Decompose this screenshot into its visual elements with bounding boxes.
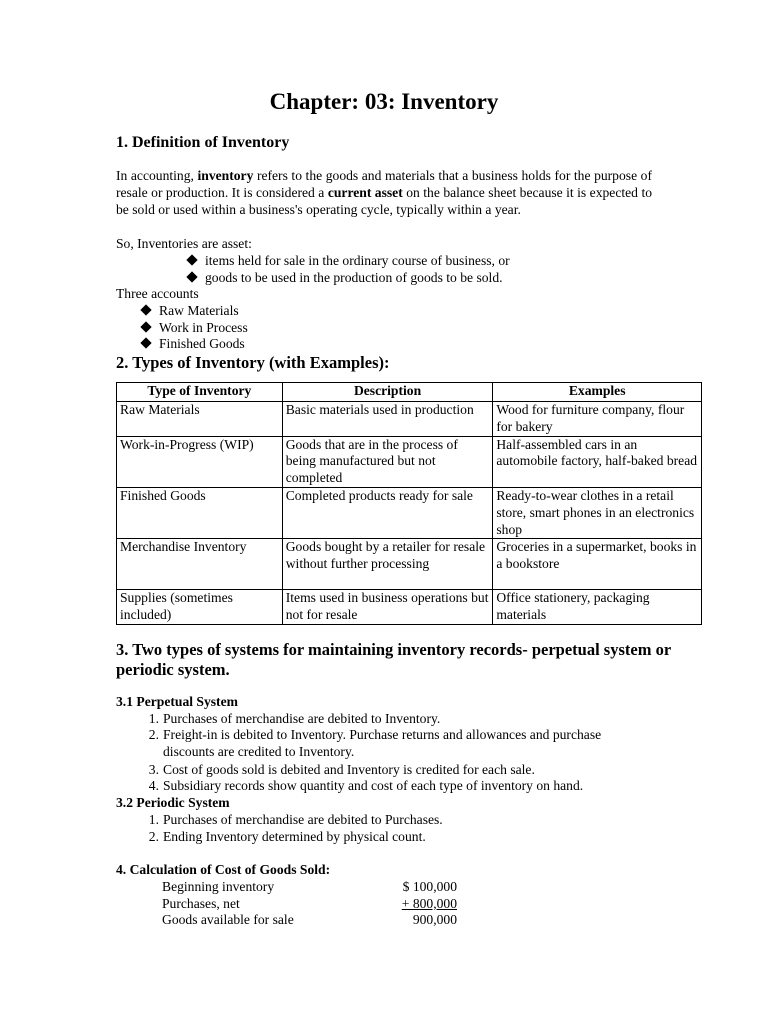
column-header: Type of Inventory: [117, 383, 283, 402]
table-row: [117, 539, 702, 590]
type-cell: Supplies (sometimes included): [117, 590, 283, 625]
bullet-text: Finished Goods: [159, 336, 245, 351]
cogs-label: Purchases, net: [162, 896, 240, 911]
cogs-row: [116, 879, 457, 896]
list-number: 2.: [148, 727, 159, 742]
definition-middle: refers to the goods and materials that a business holds for the purpose of resale or production. It is considered a: [116, 168, 652, 200]
cogs-value: $ 100,000: [402, 879, 457, 894]
account-bullet: [142, 320, 248, 337]
list-number: 1.: [148, 711, 159, 726]
page-title: Chapter: 03: Inventory: [269, 89, 499, 114]
asset-bullet: [188, 253, 510, 270]
inventory-types-table: [116, 382, 702, 625]
type-cell: Finished Goods: [117, 487, 283, 538]
diamond-bullet-icon: [186, 254, 197, 265]
list-number: 2.: [148, 829, 159, 844]
section-3-heading: 3. Two types of systems for maintaining inventory records- perpetual system or periodic system.: [116, 640, 671, 679]
table-row: [117, 436, 702, 487]
asset-bullet: [188, 270, 503, 287]
examples-cell: Office stationery, packaging materials: [493, 590, 702, 625]
list-item-text: Cost of goods sold is debited and Inventory is credited for each sale.: [163, 762, 535, 777]
description-cell: Goods that are in the process of being manufactured but not completed: [282, 436, 493, 487]
diamond-bullet-icon: [140, 304, 151, 315]
perpetual-system-heading: 3.1 Perpetual System: [116, 694, 238, 709]
list-item-text: Purchases of merchandise are debited to Purchases.: [163, 812, 443, 827]
bullet-text: Raw Materials: [159, 303, 239, 318]
definition-paragraph: [116, 168, 652, 218]
cogs-value: 900,000: [412, 912, 457, 927]
column-header: Description: [282, 383, 493, 402]
bullet-text: goods to be used in the production of goods to be sold.: [205, 270, 503, 285]
diamond-bullet-icon: [186, 271, 197, 282]
cogs-label: Goods available for sale: [162, 912, 294, 927]
examples-cell: Ready-to-wear clothes in a retail store, smart phones in an electronics shop: [493, 487, 702, 538]
definition-suffix: on the balance sheet because it is expected to be sold or used within a business's operating cycle, typically within a year.: [116, 184, 653, 217]
examples-cell: Wood for furniture company, flour for bakery: [493, 402, 702, 437]
type-cell: Work-in-Progress (WIP): [117, 436, 283, 487]
list-number: 4.: [148, 778, 159, 793]
list-item-text: Freight-in is debited to Inventory. Purchase returns and allowances and purchase discounts are credited to Inventory.: [163, 727, 602, 759]
account-bullet: [142, 336, 245, 353]
three-accounts-label: Three accounts: [116, 286, 199, 301]
table-row: [117, 487, 702, 538]
table-row: [117, 402, 702, 437]
type-cell: Raw Materials: [117, 402, 283, 437]
definition-prefix: In accounting,: [116, 168, 194, 183]
cogs-row: [116, 912, 457, 929]
list-item-text: Subsidiary records show quantity and cost of each type of inventory on hand.: [163, 778, 584, 793]
list-item-text: Ending Inventory determined by physical count.: [163, 829, 426, 844]
examples-cell: Groceries in a supermarket, books in a bookstore: [493, 539, 702, 590]
section-2-heading: 2. Types of Inventory (with Examples):: [116, 353, 390, 372]
description-cell: Items used in business operations but not for resale: [282, 590, 493, 625]
list-item-text: Purchases of merchandise are debited to Inventory.: [163, 711, 441, 726]
account-bullet: [142, 303, 239, 320]
section-4-heading: 4. Calculation of Cost of Goods Sold:: [116, 862, 331, 877]
description-cell: Basic materials used in production: [282, 402, 493, 437]
examples-cell: Half-assembled cars in an automobile factory, half-baked bread: [493, 436, 702, 487]
description-cell: Goods bought by a retailer for resale without further processing: [282, 539, 493, 590]
periodic-system-heading: 3.2 Periodic System: [116, 795, 230, 810]
description-cell: Completed products ready for sale: [282, 487, 493, 538]
diamond-bullet-icon: [140, 321, 151, 332]
type-cell: Merchandise Inventory: [117, 539, 283, 590]
section-1-heading: 1. Definition of Inventory: [116, 134, 290, 151]
column-header: Examples: [493, 383, 702, 402]
cogs-label: Beginning inventory: [162, 879, 275, 894]
table-header-row: [117, 383, 702, 402]
list-number: 1.: [148, 812, 159, 827]
term-inventory: inventory: [197, 168, 254, 183]
term-current-asset: current asset: [327, 184, 403, 200]
table-row: [117, 590, 702, 625]
list-number: 3.: [148, 762, 159, 777]
bullet-text: Work in Process: [159, 320, 248, 335]
cogs-row: [116, 896, 457, 913]
bullet-text: items held for sale in the ordinary course of business, or: [205, 253, 510, 268]
so-line: So, Inventories are asset:: [116, 236, 252, 251]
cogs-value: + 800,000: [401, 896, 457, 911]
diamond-bullet-icon: [140, 337, 151, 348]
